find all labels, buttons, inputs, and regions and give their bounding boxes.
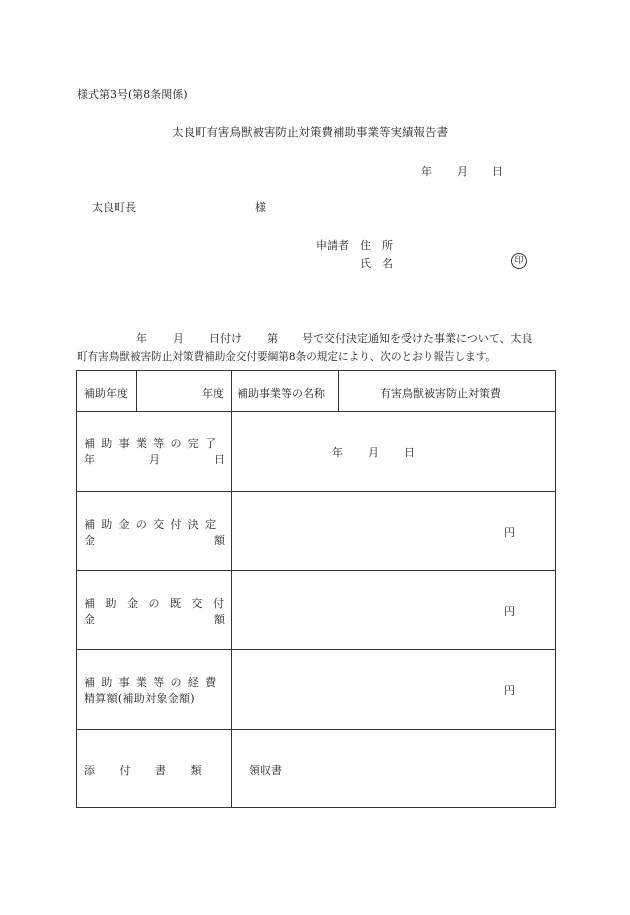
row-divider xyxy=(77,570,555,571)
attachments-label: 添付書類 xyxy=(84,764,226,777)
body-rest: 号で交付決定通知を受けた事業について、太良 xyxy=(302,332,533,345)
addressee: 太良町長 xyxy=(92,201,136,214)
report-table xyxy=(76,370,556,808)
completion-day: 日 xyxy=(404,446,415,459)
name-label: 氏 名 xyxy=(360,257,393,270)
grant-decision-label-2 xyxy=(84,532,225,548)
completion-date-label-text: 補助事業等の完了 xyxy=(84,437,223,450)
row-divider xyxy=(77,729,555,730)
honorific: 様 xyxy=(255,201,266,214)
row-divider xyxy=(77,411,555,412)
expense-settlement-label: 補助事業等の経費 xyxy=(84,676,223,689)
header-year-label: 補助年度 xyxy=(84,387,128,400)
date-year: 年 xyxy=(421,165,432,178)
completion-date-label xyxy=(84,435,225,451)
completion-month: 月 xyxy=(368,446,379,459)
date-month: 月 xyxy=(457,165,468,178)
grant-decision-label: 補助金の交付決定 xyxy=(84,518,223,531)
expense-settlement-label-2: 精算額(補助対象金額) xyxy=(84,692,195,705)
form-title: 太良町有害鳥獣被害防止対策費補助事業等実績報告書 xyxy=(172,125,448,139)
col-divider xyxy=(231,371,232,808)
body-line2: 町有害鳥獣被害防止対策費補助金交付要綱第8条の規定により、次のとおり報告します。 xyxy=(77,351,497,363)
body-day: 日付け xyxy=(209,332,242,345)
label-day: 日 xyxy=(214,453,225,466)
body-number: 第 xyxy=(267,332,278,345)
row-divider xyxy=(77,491,555,492)
grant-paid-label-2 xyxy=(84,611,225,627)
label-month: 月 xyxy=(149,453,160,466)
label-kin: 金 xyxy=(84,613,95,626)
header-name-label: 補助事業等の名称 xyxy=(237,387,325,400)
grant-decision-unit: 円 xyxy=(504,526,515,539)
col-divider xyxy=(136,371,137,411)
attachments-value: 領収書 xyxy=(249,764,282,777)
body-month: 月 xyxy=(173,332,184,345)
address-label: 住 所 xyxy=(360,239,393,252)
form-style-label: 様式第3号(第8条関係) xyxy=(77,88,188,101)
date-day: 日 xyxy=(492,165,503,178)
header-year-unit: 年度 xyxy=(202,387,224,400)
applicant-label: 申請者 xyxy=(316,239,349,252)
label-gaku: 額 xyxy=(214,613,225,626)
header-name-value: 有害鳥獣被害防止対策費 xyxy=(380,387,501,400)
expense-settlement-unit: 円 xyxy=(504,684,515,697)
grant-paid-label: 補助金の既交付 xyxy=(84,597,235,610)
completion-date-label-2 xyxy=(84,451,225,467)
completion-year: 年 xyxy=(332,446,343,459)
grant-paid-unit: 円 xyxy=(504,605,515,618)
body-year: 年 xyxy=(136,332,147,345)
col-divider xyxy=(338,371,339,411)
seal-mark: 印 xyxy=(511,253,527,269)
row-divider xyxy=(77,649,555,650)
label-gaku: 額 xyxy=(214,534,225,547)
label-kin: 金 xyxy=(84,534,95,547)
label-year: 年 xyxy=(84,453,95,466)
